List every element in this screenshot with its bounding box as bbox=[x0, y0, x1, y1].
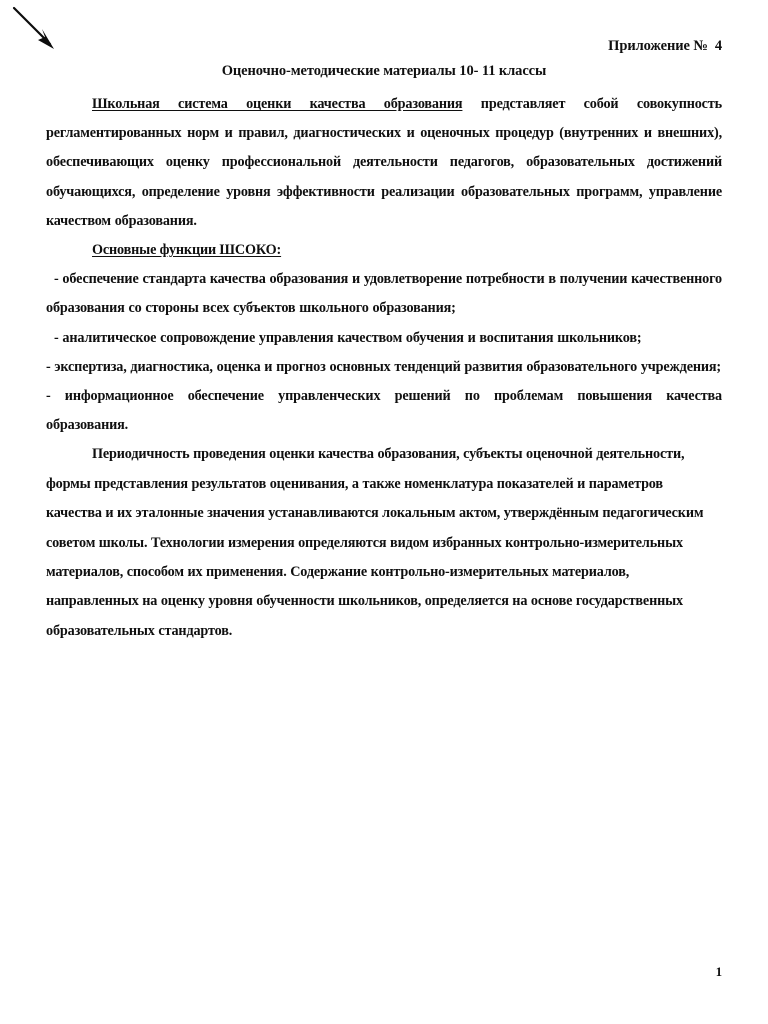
function-item: - обеспечение стандарта качества образования и удовлетворение потребности в получении качественного образования со стороны всех субъектов школьного образования; bbox=[46, 271, 722, 317]
document-body bbox=[46, 34, 722, 646]
function-item: - информационное обеспечение управленческих решений по проблемам повышения качества образования. bbox=[46, 388, 722, 434]
appendix-label: Приложение № 4 bbox=[608, 38, 722, 54]
intro-rest: представляет собой совокупность регламентированных норм и правил, диагностических и оценочных процедур (внутренних и внешних), обеспечивающих оценку профессиональной деятельности педагогов, образовательных достижений обучающихся, определение уровня эффективности реализации образовательных программ, управление качеством образования. bbox=[46, 96, 722, 229]
page-title: Оценочно-методические материалы 10- 11 классы bbox=[221, 63, 547, 79]
intro-lead-underlined: Школьная система оценки качества образования bbox=[92, 96, 463, 112]
title-block bbox=[46, 34, 722, 84]
closing-paragraph: Периодичность проведения оценки качества образования, субъекты оценочной деятельности, формы представления результатов оценивания, а также номенклатура показателей и параметров качества и их эталонные значения устанавливаются локальным актом, утверждённым педагогическим советом школы. Технологии измерения определяются видом избранных контрольно-измерительных материалов, способом их применения. Содержание контрольно-измерительных материалов, направленных на оценку уровня обученности школьников, определяется на основе государственных образовательных стандартов. bbox=[46, 446, 704, 639]
function-item: - аналитическое сопровождение управления качеством обучения и воспитания школьников; bbox=[54, 329, 642, 346]
intro-paragraph bbox=[46, 90, 722, 236]
functions-heading bbox=[46, 236, 722, 265]
page-number: 1 bbox=[715, 964, 722, 979]
functions-heading-text: Основные функции ШСОКО: bbox=[92, 242, 282, 259]
function-item: - экспертиза, диагностика, оценка и прогноз основных тенденций развития образовательного учреждения; bbox=[46, 358, 721, 375]
